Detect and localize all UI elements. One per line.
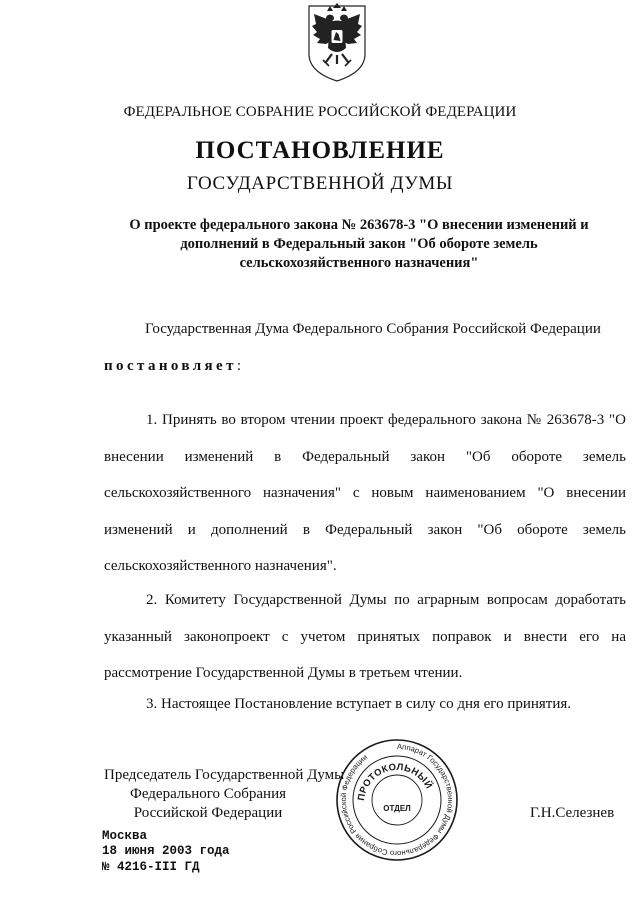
parliament-name: ФЕДЕРАЛЬНОЕ СОБРАНИЕ РОССИЙСКОЙ ФЕДЕРАЦИИ <box>123 104 517 120</box>
decides-word: постановляет <box>104 358 237 374</box>
preamble-text: Государственная Дума Федерального Собрания Российской Федерации <box>145 321 601 337</box>
coat-of-arms-icon <box>297 2 377 84</box>
issue-city: Москва <box>102 829 148 843</box>
decides-line <box>104 358 241 375</box>
document-issuer: ГОСУДАРСТВЕННОЙ ДУМЫ <box>186 173 454 194</box>
stamp-ring-text: Аппарат Государственной Думы Федерального Собрания Российской Федерации <box>338 741 455 859</box>
document-number: № 4216-III ГД <box>102 860 200 874</box>
document-type-title: ПОСТАНОВЛЕНИЕ <box>195 137 445 164</box>
signatory-title-line-3: Российской Федерации <box>133 805 283 821</box>
stamp-arc-text: ПРОТОКОЛЬНЫЙ <box>355 761 435 802</box>
document-subject: О проекте федерального закона № 263678-3 "О внесении изменений и дополнений в Федеральный закон "Об обороте земель сельскохозяйственного назначения" <box>129 217 589 271</box>
decides-colon: : <box>236 358 242 374</box>
issue-date: 18 июня 2003 года <box>102 844 230 858</box>
signatory-name: Г.Н.Селезнев <box>530 805 615 821</box>
stamp-center-text: ОТДЕЛ <box>383 804 411 813</box>
signatory-title-line-1: Председатель Государственной Думы <box>104 767 345 783</box>
signatory-title-line-2: Федерального Собрания <box>129 786 287 802</box>
resolution-paragraph-2: 2. Комитету Государственной Думы по аграрным вопросам доработать указанный законопроект с учетом принятых поправок и внести его на рассмотрение Государственной Думы в третьем чтении. <box>104 592 626 681</box>
resolution-paragraph-1: 1. Принять во втором чтении проект федерального закона № 263678-3 "О внесении изменений в Федеральный закон "Об обороте земель сельскохозяйственного назначения" с новым наименованием "О внесении изменений и дополнений в Федеральный закон "Об обороте земель сельскохозяйственного назначения". <box>104 412 626 574</box>
office-stamp <box>334 737 460 863</box>
resolution-paragraph-3: 3. Настоящее Постановление вступает в силу со дня его принятия. <box>146 696 572 712</box>
